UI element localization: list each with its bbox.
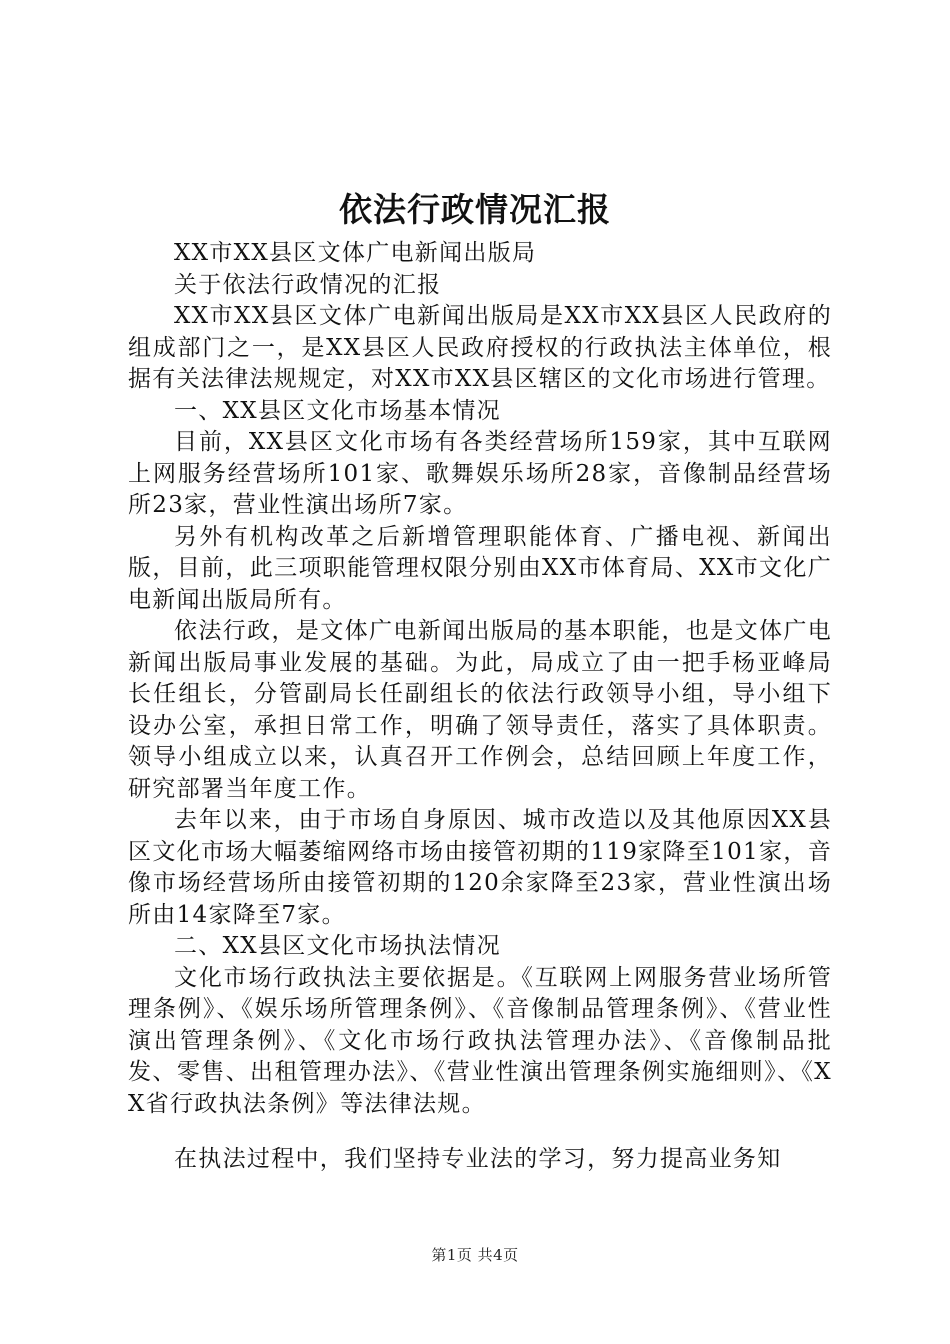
- paragraph-intro: XX市XX县区文体广电新闻出版局是XX市XX县区人民政府的组成部门之一，是XX县区人民政府授权的行政执法主体单位，根据有关法律法规规定，对XX市XX县区辖区的文化市场进行管理。: [128, 303, 832, 392]
- paragraph-leadership: 依法行政，是文体广电新闻出版局的基本职能，也是文体广电新闻出版局事业发展的基础。为此，局成立了由一把手杨亚峰局长任组长，分管副局长任副组长的依法行政领导小组，导小组下设办公室，承担日常工作，明确了领导责任，落实了具体职责。领导小组成立以来，认真召开工作例会，总结回顾上年度工作，研究部署当年度工作。: [128, 618, 832, 802]
- paragraph-legal-basis: 文化市场行政执法主要依据是。《互联网上网服务营业场所管理条例》、《娱乐场所管理条例》、《音像制品管理条例》、《营业性演出管理条例》、《文化市场行政执法管理办法》、《音像制品批发、零售、出租管理办法》、《营业性演出管理条例实施细则》、《XX省行政执法条例》等法律法规。: [128, 964, 832, 1117]
- document-body: [128, 238, 832, 1176]
- paragraph-issuer: XX市XX县区文体广电新闻出版局: [174, 240, 537, 266]
- paragraph-subject: 关于依法行政情况的汇报: [174, 271, 442, 298]
- section-heading-1: 一、XX县区文化市场基本情况: [174, 397, 501, 424]
- paragraph-enforcement: 在执法过程中，我们坚持专业法的学习，努力提高业务知: [174, 1146, 782, 1172]
- page-number-footer: 第1页 共4页: [431, 1246, 519, 1264]
- paragraph-market-stats: 目前，XX县区文化市场有各类经营场所159家，其中互联网上网服务经营场所101家、歌舞娱乐场所28家，音像制品经营场所23家，营业性演出场所7家。: [128, 429, 832, 518]
- paragraph-new-functions: 另外有机构改革之后新增管理职能体育、广播电视、新闻出版，目前，此三项职能管理权限分别由XX市体育局、XX市文化广电新闻出版局所有。: [128, 523, 832, 613]
- document-title: 依法行政情况汇报: [339, 190, 611, 229]
- section-heading-2: 二、XX县区文化市场执法情况: [174, 933, 501, 959]
- paragraph-market-decline: 去年以来，由于市场自身原因、城市改造以及其他原因XX县区文化市场大幅萎缩网络市场由接管初期的119家降至101家，音像市场经营场所由接管初期的120余家降至23家，营业性演出场所由14家降至7家。: [128, 807, 832, 928]
